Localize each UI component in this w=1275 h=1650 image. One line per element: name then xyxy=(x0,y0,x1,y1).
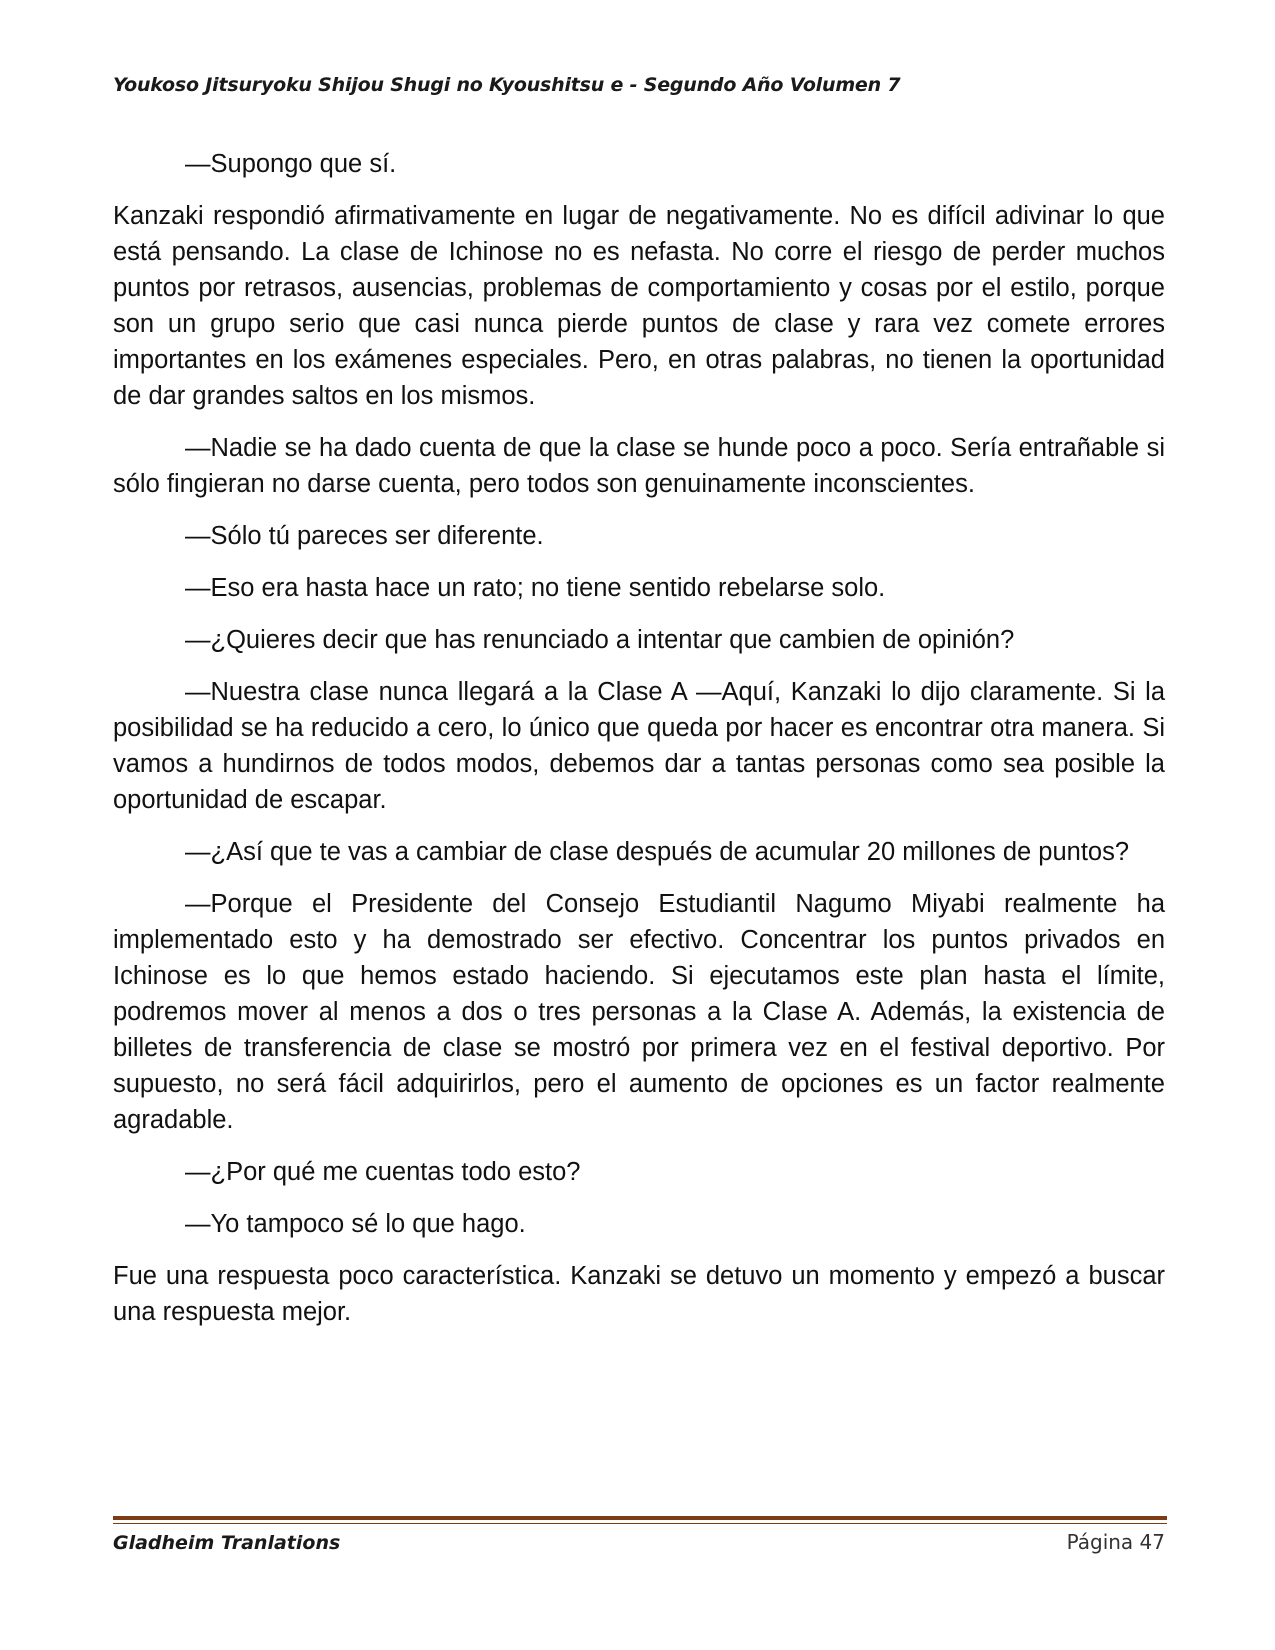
footer-divider-thin xyxy=(113,1523,1167,1524)
paragraph-dialogue: —Porque el Presidente del Consejo Estudiantil Nagumo Miyabi realmente ha implementado esto y ha demostrado ser efectivo. Concentrar los puntos privados en Ichinose es lo que hemos estado haciendo. Si ejecutamos este plan hasta el límite, podremos mover al menos a dos o tres personas a la Clase A. Además, la existencia de billetes de transferencia de clase se mostró por primera vez en el festival deportivo. Por supuesto, no será fácil adquirirlos, pero el aumento de opciones es un factor realmente agradable. xyxy=(113,890,1165,1134)
footer-divider-thick xyxy=(113,1516,1167,1520)
footer-publisher: Gladheim Tranlations xyxy=(113,1532,341,1554)
paragraph-dialogue: —Sólo tú pareces ser diferente. xyxy=(185,522,544,550)
paragraph-dialogue: —Supongo que sí. xyxy=(185,150,397,178)
paragraph-dialogue: —Yo tampoco sé lo que hago. xyxy=(185,1210,526,1238)
paragraph-dialogue: —Nuestra clase nunca llegará a la Clase A —Aquí, Kanzaki lo dijo claramente. Si la posibilidad se ha reducido a cero, lo único que queda por hacer es encontrar otra manera. Si vamos a hundirnos de todos modos, debemos dar a tantas personas como sea posible la oportunidad de escapar. xyxy=(113,678,1165,814)
paragraph-dialogue: —¿Así que te vas a cambiar de clase después de acumular 20 millones de puntos? xyxy=(185,838,1130,866)
footer-page-number xyxy=(1067,1530,1165,1554)
page-number: 47 xyxy=(1139,1530,1165,1554)
paragraph-narration: Fue una respuesta poco característica. Kanzaki se detuvo un momento y empezó a buscar una respuesta mejor. xyxy=(113,1262,1165,1326)
page-label: Página xyxy=(1066,1530,1134,1554)
paragraph-dialogue: —Eso era hasta hace un rato; no tiene sentido rebelarse solo. xyxy=(185,574,886,602)
running-header: Youkoso Jitsuryoku Shijou Shugi no Kyoushitsu e - Segundo Año Volumen 7 xyxy=(113,74,901,96)
page-body xyxy=(113,146,1165,1346)
paragraph-dialogue: —¿Por qué me cuentas todo esto? xyxy=(185,1158,581,1186)
paragraph-dialogue: —Nadie se ha dado cuenta de que la clase se hunde poco a poco. Sería entrañable si sólo fingieran no darse cuenta, pero todos son genuinamente inconscientes. xyxy=(113,434,1165,498)
paragraph-dialogue: —¿Quieres decir que has renunciado a intentar que cambien de opinión? xyxy=(185,626,1015,654)
paragraph-narration: Kanzaki respondió afirmativamente en lugar de negativamente. No es difícil adivinar lo que está pensando. La clase de Ichinose no es nefasta. No corre el riesgo de perder muchos puntos por retrasos, ausencias, problemas de comportamiento y cosas por el estilo, porque son un grupo serio que casi nunca pierde puntos de clase y rara vez comete errores importantes en los exámenes especiales. Pero, en otras palabras, no tienen la oportunidad de dar grandes saltos en los mismos. xyxy=(113,202,1165,410)
